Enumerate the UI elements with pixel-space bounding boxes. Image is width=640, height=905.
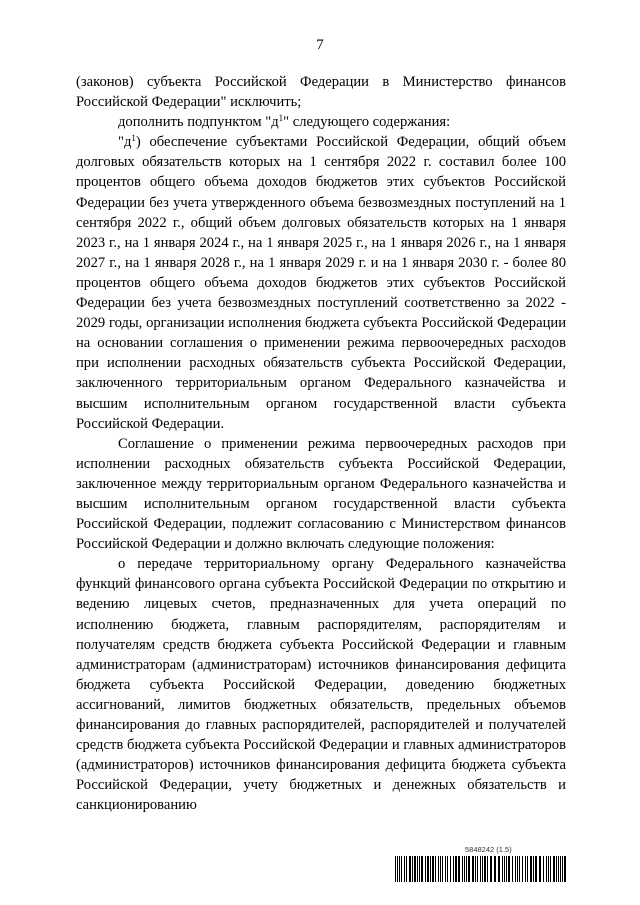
paragraph-1: (законов) субъекта Российской Федерации в Министерство финансов Российской Федерации" исключить; xyxy=(76,74,566,111)
paragraph-5: о передаче территориальному органу Федерального казначейства функций финансового органа субъекта Российской Федерации по открытию и ведению лицевых счетов, предназначенных для учета операций по исполнению бюджета, главным распорядителям, распорядителям и получателям средств бюджета субъекта Российской Федерации и главным администраторам (администраторам) источников финансирования дефицита бюджета субъекта Российской Федерации, доведению бюджетных ассигнований, лимитов бюджетных обязательств, предельных объемов финансирования до главных распорядителей, распорядителей и получателей средств бюджета субъекта Российской Федерации и главных администраторов (администраторов) источников финансирования дефицита бюджета субъекта Российской Федерации, учету бюджетных и денежных обязательств и санкционированию xyxy=(76,556,566,814)
barcode-label: 5848242 (1.5) xyxy=(465,845,512,854)
paragraph-4: Соглашение о применении режима первоочередных расходов при исполнении расходных обязательств субъекта Российской Федерации, заключенное между территориальным органом Федерального казначейства и высшим исполнительным органом государственной власти субъекта Российской Федерации, подлежит согласованию с Министерством финансов Российской Федерации и должно включать следующие положения: xyxy=(76,435,566,553)
superscript: 1 xyxy=(131,133,136,144)
superscript: 1 xyxy=(278,113,284,124)
document-body xyxy=(76,72,566,815)
page-number: 7 xyxy=(316,37,324,53)
document-footer xyxy=(395,845,567,885)
paragraph-3: "$д^1$) обеспечение субъектами Российской Федерации, общий объем долговых обязательств которых на 1 сентября 2022 г. составил более 100 процентов общего объема доходов бюджетов этих субъектов Российской Федерации без учета утвержденного объема безвозмездных поступлений на 1 сентября 2022 г., общий объем долговых обязательств которых на 1 января 2023 г., на 1 января 2024 г., на 1 января 2025 г., на 1 января 2026 г., на 1 января 2027 г., на 1 января 2028 г., на 1 января 2029 г. и на 1 января 2030 г. - более 80 процентов общего объема доходов бюджетов этих субъектов Российской Федерации без учета безвозмездных поступлений соответственно за 2022 - 2029 годы, организации исполнения бюджета субъекта Российской Федерации на основании соглашения о применении режима первоочередных расходов при исполнении расходных обязательств субъекта Российской Федерации, заключенного территориальным органом Федерального казначейства и высшим исполнительным органом государственной власти субъекта Российской Федерации. xyxy=(76,133,566,432)
paragraph-2: дополнить подпунктом "$д^1$" следующего содержания: xyxy=(118,113,451,131)
barcode-image xyxy=(395,856,567,882)
